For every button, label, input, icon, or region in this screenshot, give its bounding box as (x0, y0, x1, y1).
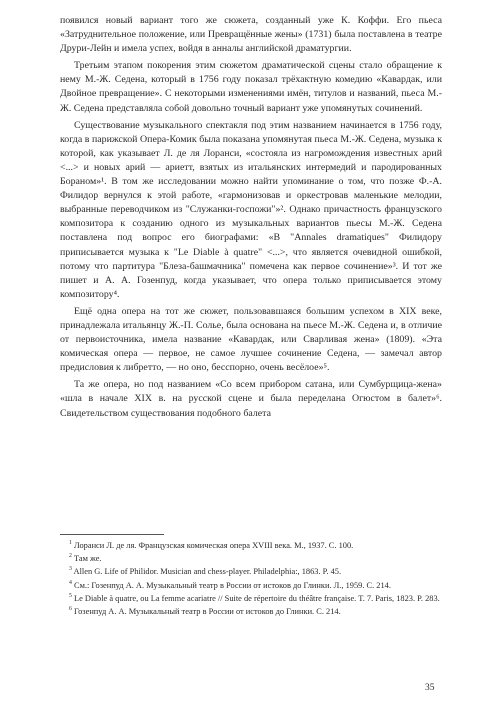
footnote-divider (60, 534, 164, 535)
footnote-text: Лоранси Л. де ля. Французская комическая опера XVIII века. М., 1937. С. 100. (74, 541, 354, 550)
footnote-text: Там же. (74, 554, 102, 564)
paragraph-4: Ещё одна опера на тот же сюжет, пользовавшаяся большим успехом в XIX веке, принадлежала итальянцу Ж.-П. Солье, была основана на пьесе М.-Ж. Седена и, в отличие от первоисточника, имела название «Кавардак, или Сварливая жена» (1809). «Эта комическая опера — первое, не самое лучшее сочинение Седена, — замечал автор предисловия к либретто, — но оно, бесспорно, очень весёлое»⁵. (60, 305, 442, 374)
footnote-text: Le Diable à quatre, ou La femme acariatre // Suite de répertoire du théâtre française. T. 7. Paris, 1823. P. 283. (74, 593, 440, 603)
footnote-6 (60, 606, 442, 618)
footnote-text: См.: Гозенпуд А. А. Музыкальный театр в России от истоков до Глинки. Л., 1959. С. 214. (74, 580, 391, 590)
main-text (60, 14, 442, 424)
paragraph-2: Третьим этапом покорения этим сюжетом драматической сцены стало обращение к нему М.-Ж. Седена, который в 1756 году показал трёхактную комедию «Кавардак, или Двойное превращение». С некоторыми изменениями имён, титулов и названий, пьеса М.-Ж. Седена представляла собой довольно точный вариант уже упомянутых сочинений. (60, 60, 442, 114)
footnote-text: Allen G. Life of Philidor. Musician and chess-player. Philadelphia:, 1863. P. 45. (73, 567, 342, 577)
footnote-number: 2 (69, 553, 72, 560)
footnote-number: 5 (69, 593, 72, 600)
footnote-number: 3 (69, 566, 72, 573)
footnote-4 (60, 580, 442, 592)
footnote-1 (60, 540, 442, 552)
footnote-text: Гозенпуд А. А. Музыкальный театр в России от истоков до Глинки. С. 214. (74, 607, 341, 617)
footnote-number: 4 (69, 579, 72, 586)
paragraph-1: появился новый вариант того же сюжета, созданный уже К. Коффи. Его пьеса «Затруднительное положение, или Превращённые жены» (1731) была поставлена в театре Друри-Лейн и имела успех, войдя в анналы английской драматургии. (60, 15, 442, 55)
footnote-number: 1 (69, 540, 72, 547)
footnotes (60, 534, 442, 619)
footnote-number: 6 (69, 606, 72, 613)
page-number: 35 (425, 683, 435, 693)
footnote-2 (60, 553, 442, 565)
footnote-3 (60, 566, 442, 578)
paragraph-3: Существование музыкального спектакля под этим названием начинается в 1756 году, когда в парижской Опера-Комик была показана упомянутая пьеса М.-Ж. Седена, музыка к которой, как указывает Л. де ля Лоранси, «состояла из нагромождения известных арий <...> и новых арий — ариетт, взятых из итальянских интермедий и пародированных Бораном»¹. В том же исследовании можно найти упоминание о том, что позже Ф.-А. Филидор вернулся к этой работе, «гармонизовав и оркестровав маленькие мелодии, выбранные переводчиком из "Служанки-госпожи"»². Однако причастность французского композитора к созданию одного из музыкальных вариантов пьесы М.-Ж. Седена поставлена под вопрос его биографами: «В "Annales dramatiques" Филидору приписывается музыка к "Le Diable à quatre" <...>, что является очевидной ошибкой, потому что партитура "Блеза-башмачника" помечена как первое сочинение»³. И тот же пишет и А. А. Гозенпуд, когда указывает, что опера только приписывается этому композитору⁴. (60, 119, 442, 300)
footnote-5 (60, 593, 442, 605)
paragraph-5: Та же опера, но под названием «Со всем прибором сатана, или Сумбурщица-жена» «шла в начале XIX в. на русской сцене и была переделана Огюстом в балет»⁶. Свидетельством существования подобного балета (60, 379, 442, 419)
